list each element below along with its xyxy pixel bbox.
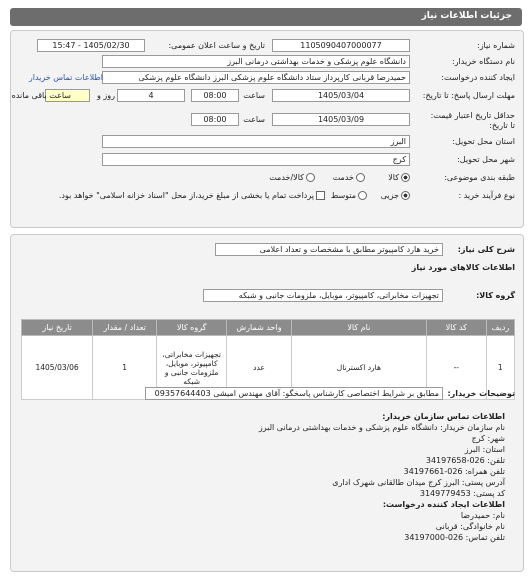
buyer-field: دانشگاه علوم پزشکی و خدمات بهداشتی درمانی البرز	[102, 55, 410, 68]
col-header-unit: واحد شمارش	[227, 320, 291, 336]
group-label: گروه کالا:	[476, 291, 515, 300]
buyer-label: نام دستگاه خریدار:	[452, 57, 515, 66]
col-header-row: ردیف	[486, 320, 514, 336]
city-label: شهر محل تحویل:	[457, 155, 515, 164]
validity-label: حداقل تاریخ اعتبار قیمت: تا تاریخ:	[430, 111, 515, 130]
creator-first-name: نام: حمیدرضا	[460, 511, 505, 520]
radio-selected-icon	[401, 173, 410, 182]
category-option-service[interactable]: خدمت	[333, 173, 365, 182]
details-panel	[10, 234, 524, 572]
org-phone: تلفن: 026-34197658	[425, 456, 505, 465]
buyer-notes-field: مطابق بر شرایط اختصاصی کارشناس پاسخگو: آقای مهندس امیشی 09357644403	[145, 387, 443, 400]
cell-unit: عدد	[227, 336, 291, 400]
province-label: استان محل تحویل:	[452, 137, 515, 146]
province-field: البرز	[102, 135, 410, 148]
col-header-qty: تعداد / مقدار	[93, 320, 157, 336]
creator-label: ایجاد کننده درخواست:	[441, 73, 515, 82]
treasury-checkbox[interactable]: پرداخت تمام یا بخشی از مبلغ خرید،از محل "اسناد خزانه اسلامی" خواهد بود.	[59, 191, 325, 200]
goods-section-title: اطلاعات کالاهای مورد نیاز	[411, 263, 515, 272]
validity-time-field: 08:00	[191, 113, 239, 126]
process-option-minor[interactable]: جزیی	[381, 191, 410, 200]
buyer-contact-link[interactable]: اطلاعات تماس خریدار	[28, 73, 103, 82]
creator-last-name: نام خانوادگی: قربانی	[435, 522, 505, 531]
validity-date-field: 1405/03/09	[272, 113, 410, 126]
page-title: جزئیات اطلاعات نیاز	[421, 11, 512, 21]
cell-code: --	[426, 336, 486, 400]
category-option-goods[interactable]: کالا	[388, 173, 410, 182]
radio-icon	[358, 191, 367, 200]
announce-field: 1405/02/30 - 15:47	[37, 39, 145, 52]
org-province: استان: البرز	[464, 445, 505, 454]
cell-name: هارد اکسترنال	[291, 336, 426, 400]
creator-field: حمیدرضا قربانی کارپرداز ستاد دانشگاه علوم پزشکی البرز دانشگاه علوم پزشکی	[102, 71, 410, 84]
days-remaining-field: 4	[117, 89, 185, 102]
col-header-code: کد کالا	[426, 320, 486, 336]
need-number-label: شماره نیاز:	[477, 41, 515, 50]
validity-time-label: ساعت	[243, 115, 265, 124]
creator-contact-heading: اطلاعات ایجاد کننده درخواست:	[382, 500, 505, 509]
need-info-panel	[10, 30, 524, 228]
reply-date-field: 1405/03/04	[272, 89, 410, 102]
org-contact-heading: اطلاعات تماس سازمان خریدار:	[382, 412, 505, 421]
city-field: کرج	[102, 153, 410, 166]
col-header-group: گروه کالا	[157, 320, 227, 336]
radio-icon	[306, 173, 315, 182]
process-label: نوع فرآیند خرید :	[458, 191, 515, 200]
days-label: روز و	[97, 91, 115, 100]
org-city: شهر: کرج	[471, 434, 505, 443]
cell-qty: 1	[93, 336, 157, 400]
need-number-field: 1105090407000077	[272, 39, 410, 52]
reply-time-label: ساعت	[243, 91, 265, 100]
remaining-label: ساعت باقی مانده	[11, 91, 71, 100]
cell-row: 1	[486, 336, 514, 400]
announce-label: تاریخ و ساعت اعلان عمومی:	[168, 41, 265, 50]
creator-phone: تلفن تماس: 026-34197000	[404, 533, 505, 542]
process-option-medium[interactable]: متوسط	[331, 191, 367, 200]
org-name: نام سازمان خریدار: دانشگاه علوم پزشکی و خدمات بهداشتی درمانی البرز	[258, 423, 505, 432]
radio-icon	[356, 173, 365, 182]
col-header-name: نام کالا	[291, 320, 426, 336]
cell-date: 1405/03/06	[22, 336, 93, 400]
category-option-both[interactable]: کالا/خدمت	[269, 173, 315, 182]
group-field: تجهیزات مخابراتی، کامپیوتر، موبایل، ملزومات جانبی و شبکه	[203, 289, 443, 302]
category-label: طبقه بندی موضوعی:	[444, 173, 515, 182]
radio-selected-icon	[401, 191, 410, 200]
cell-group: تجهیزات مخابراتی، کامپیوتر، موبایل، ملزومات جانبی و شبکه	[157, 336, 227, 400]
page-header	[10, 8, 522, 26]
reply-deadline-label: مهلت ارسال پاسخ: تا تاریخ:	[422, 91, 515, 100]
org-postal-code: کد پستی: 3149779453	[419, 489, 505, 498]
reply-time-field: 08:00	[191, 89, 239, 102]
summary-field: خرید هارد کامپیوتر مطابق با مشخصات و تعداد اعلامی	[215, 243, 443, 256]
org-address: آدرس پستی: البرز کرج میدان طالقانی شهرک اداری	[332, 478, 505, 487]
buyer-notes-label: توضیحات خریدار:	[447, 389, 515, 398]
summary-label: شرح کلی نیاز:	[457, 245, 515, 254]
col-header-date: تاریخ نیاز	[22, 320, 93, 336]
checkbox-icon	[316, 191, 325, 200]
org-mobile: تلفن همراه: 026-34197661	[403, 467, 505, 476]
